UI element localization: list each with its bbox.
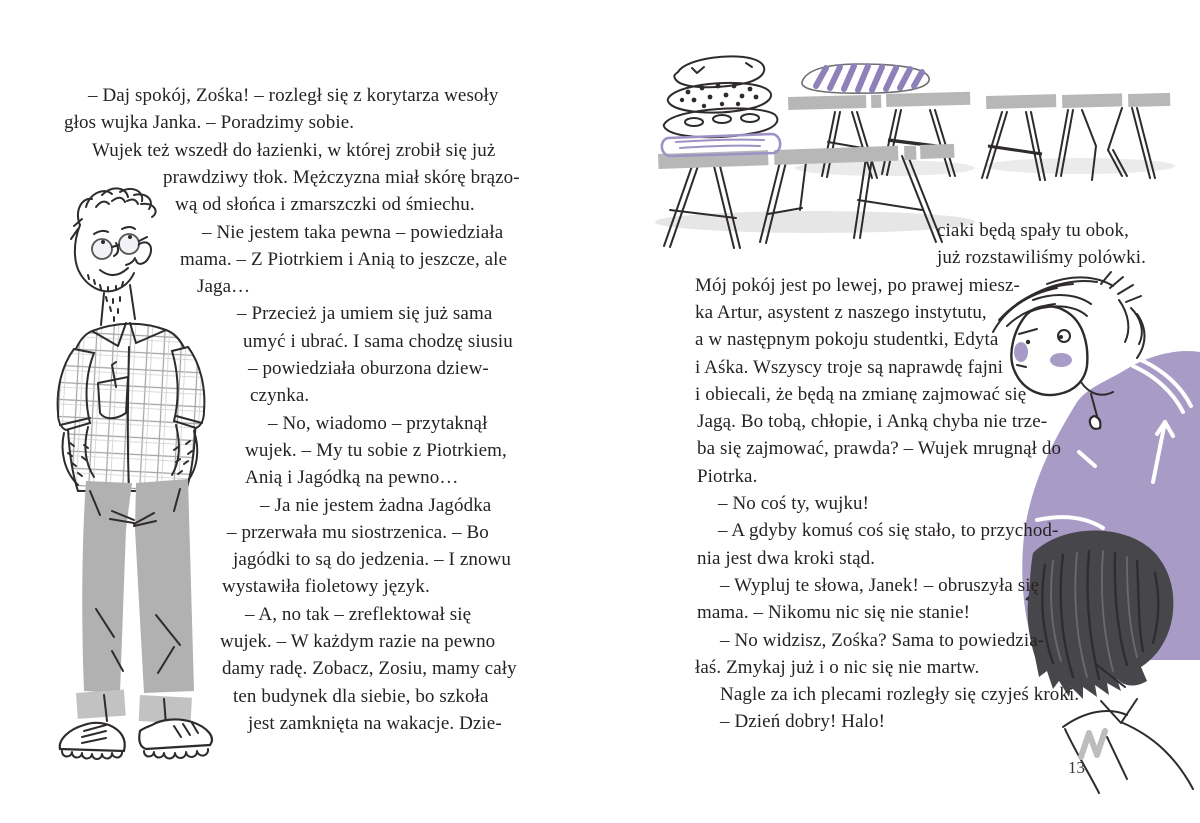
page-number: 13 <box>1068 758 1085 777</box>
text-line: Mój pokój jest po lewej, po prawej miesz- <box>695 274 1020 296</box>
pillow-stack <box>662 56 780 156</box>
cheek-blush-left <box>1014 342 1028 362</box>
girl-shirt <box>1063 699 1200 795</box>
text-line: – przerwała mu siostrzenica. – Bo <box>227 521 489 543</box>
text-line: Piotrka. <box>697 465 758 487</box>
text-line: wujek. – My tu sobie z Piotrkiem, <box>245 439 507 461</box>
text-line: łaś. Zmykaj już i o nic się nie martw. <box>695 656 980 678</box>
text-line: ciaki będą spały tu obok, <box>937 220 1129 241</box>
text-line: Wujek też wszedł do łazienki, w której zrobił się już <box>92 139 496 161</box>
girl-hair <box>1028 531 1174 700</box>
text-line: – Wypluj te słowa, Janek! – obruszyła się <box>720 574 1040 596</box>
text-line: umyć i ubrać. I sama chodzę siusiu <box>243 330 513 352</box>
text-line: – No, wiadomo – przytaknął <box>268 412 488 434</box>
striped-bedroll <box>802 64 929 93</box>
text-line: ba się zajmować, prawda? – Wujek mrugnął do <box>697 438 1062 460</box>
text-line: – Ja nie jestem żadna Jagódka <box>260 494 492 516</box>
text-line: i Aśka. Wszyscy troje są naprawdę fajni <box>695 356 1003 378</box>
uncle-pants <box>76 479 194 725</box>
stubble <box>88 275 123 321</box>
text-line: – No coś ty, wujku! <box>718 493 870 514</box>
text-line: ka Artur, asystent z naszego instytutu, <box>695 301 987 323</box>
text-line: czynka. <box>250 385 310 407</box>
text-line: a w następnym pokoju studentki, Edyta <box>695 329 999 351</box>
text-line: Anią i Jagódką na pewno… <box>245 467 459 489</box>
text-line: głos wujka Janka. – Poradzimy sobie. <box>64 112 355 134</box>
text-line: jagódki to są do jedzenia. – I znowu <box>233 549 511 571</box>
text-line: – powiedziała oburzona dziew- <box>248 358 489 379</box>
text-line: ten budynek dla siebie, bo szkoła <box>233 685 489 707</box>
uncle-shoes <box>60 719 212 759</box>
text-line: mama. – Z Piotrkiem i Anią to jeszcze, ale <box>180 248 508 270</box>
text-line: Jagą. Bo tobą, chłopie, i Anką chyba nie trze- <box>697 411 1048 433</box>
text-line: Jaga… <box>197 276 251 298</box>
text-line: – Przecież ja umiem się już sama <box>237 303 493 325</box>
text-line: prawdziwy tłok. Mężczyzna miał skórę brązo- <box>163 166 520 188</box>
text-line: – Dzień dobry! Halo! <box>720 711 886 733</box>
text-line: wą od słońca i zmarszczki od śmiechu. <box>175 194 475 216</box>
text-line: – Daj spokój, Zośka! – rozległ się z korytarza wesoły <box>88 85 499 106</box>
text-line: już rozstawiliśmy polówki. <box>937 247 1146 269</box>
text-line: – Nie jestem taka pewna – powiedziała <box>202 221 504 243</box>
text-line: damy radę. Zobacz, Zosiu, mamy cały <box>222 658 517 680</box>
text-line: wujek. – W każdym razie na pewno <box>220 631 496 652</box>
uncle-head <box>71 188 156 325</box>
text-line: mama. – Nikomu nic się nie stanie! <box>697 602 971 624</box>
uncle-janek-illustration <box>28 185 240 770</box>
text-line: – No widzisz, Zośka? Sama to powiedzia- <box>720 629 1045 651</box>
text-line: wystawiła fioletowy język. <box>222 576 430 598</box>
text-line: nia jest dwa kroki stąd. <box>697 547 876 569</box>
text-line: jest zamknięta na wakacje. Dzie- <box>248 712 502 734</box>
text-line: i obiecali, że będą na zmianę zajmować się <box>695 383 1027 405</box>
uncle-shirt <box>58 323 205 491</box>
cheek-blush-right <box>1050 353 1072 367</box>
text-line: – A, no tak – zreflektował się <box>245 603 472 625</box>
glasses <box>92 234 147 259</box>
text-line: – A gdyby komuś coś się stało, to przychod- <box>718 520 1059 542</box>
text-line: Nagle za ich plecami rozległy się czyjeś kroki. <box>720 684 1080 706</box>
